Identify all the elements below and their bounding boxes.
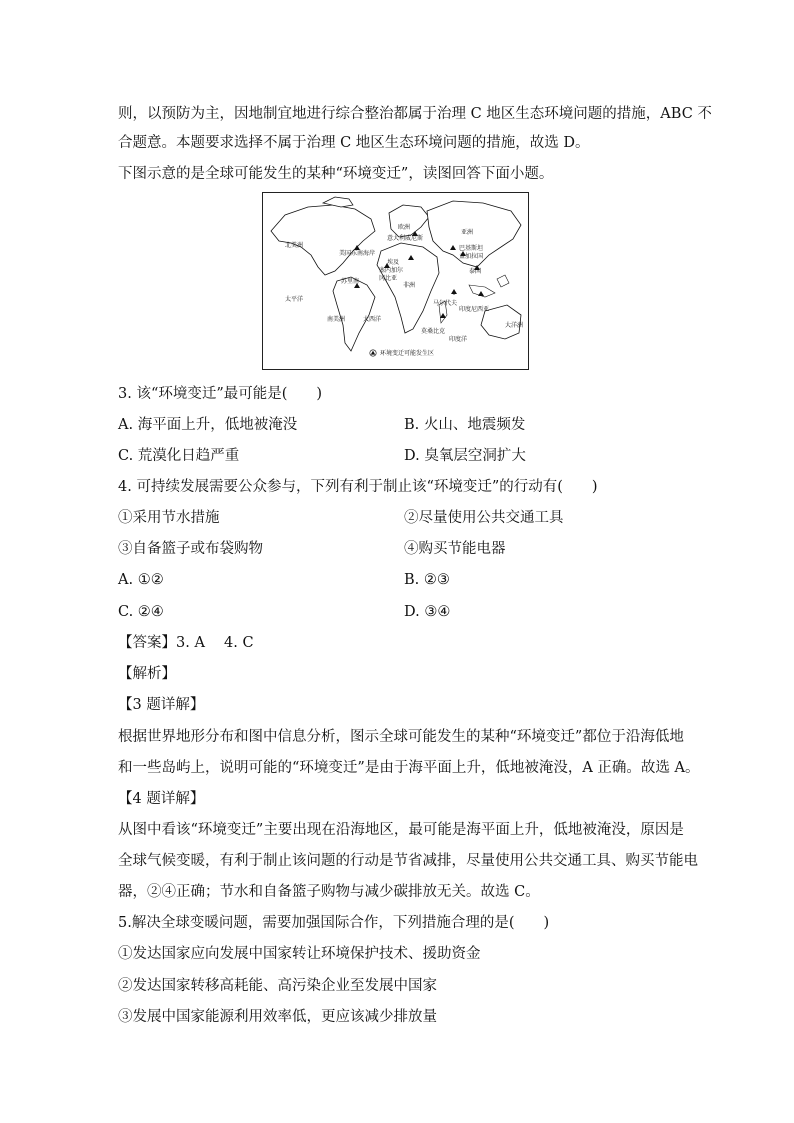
- answer-line: 【答案】3. A 4. C: [118, 635, 254, 651]
- label-us-coast: 美国东南海岸: [339, 250, 376, 257]
- label-senegal: 塞内加尔: [379, 267, 404, 274]
- q3-option-d: D. 臭氧层空洞扩大: [404, 448, 526, 464]
- q4-detail-line: 从图中看该“环境变迁”主要出现在沿海地区，最可能是海平面上升，低地被淹没，原因是: [118, 822, 684, 838]
- q4-item-4: ④购买节能电器: [404, 541, 506, 557]
- label-pakistan: 巴基斯坦: [459, 245, 484, 252]
- paragraph-line: 合题意。本题要求选择不属于治理 C 地区生态环境问题的措施，故选 D。: [118, 135, 590, 151]
- q3-option-b: B. 火山、地震频发: [404, 417, 526, 433]
- label-mozambique: 莫桑比克: [421, 328, 446, 335]
- label-asia: 亚洲: [461, 229, 474, 236]
- q3-stem: 3. 该“环境变迁”最可能是( ): [118, 386, 323, 402]
- legend-label: 环境变迁可能发生区: [380, 350, 435, 357]
- label-north-america: 北美洲: [285, 242, 304, 249]
- q4-item-3: ③自备篮子或布袋购物: [118, 541, 263, 557]
- q5-item-3: ③发展中国家能源利用效率低，更应该减少排放量: [118, 1009, 437, 1025]
- world-map: [263, 193, 528, 369]
- q4-option-d: D. ③④: [404, 604, 451, 620]
- q4-detail-heading: 【4 题详解】: [118, 791, 205, 807]
- q5-item-2: ②发达国家转移高耗能、高污染企业至发展中国家: [118, 978, 437, 994]
- label-indian-ocean: 印度洋: [449, 336, 468, 343]
- q4-item-2: ②尽量使用公共交通工具: [404, 510, 564, 526]
- q3-detail-line: 根据世界地形分布和图中信息分析，图示全球可能发生的某种“环境变迁”都位于沿海低地: [118, 729, 684, 745]
- intro-text: 下图示意的是全球可能发生的某种“环境变迁”，读图回答下面小题。: [118, 166, 554, 182]
- world-map-figure: [262, 192, 529, 370]
- q4-option-a: A. ①②: [118, 572, 164, 588]
- label-oceania: 大洋洲: [505, 322, 524, 329]
- label-egypt: 埃及: [387, 259, 400, 266]
- q4-option-b: B. ②③: [404, 572, 450, 588]
- q4-detail-line: 器，②④正确；节水和自备篮子购物与减少碳排放无关。故选 C。: [118, 884, 540, 900]
- label-bangladesh: 孟加拉国: [459, 253, 484, 260]
- label-suriname: 苏里南: [341, 278, 360, 285]
- q3-option-a: A. 海平面上升，低地被淹没: [118, 417, 298, 433]
- label-maldives: 马尔代夫: [433, 300, 458, 307]
- label-indonesia: 印度尼西亚: [459, 306, 490, 313]
- label-thailand: 泰国: [469, 268, 482, 275]
- label-gambia: 冈比亚: [379, 275, 398, 282]
- label-venice: 意大利威尼斯: [387, 235, 424, 242]
- q4-item-1: ①采用节水措施: [118, 510, 220, 526]
- label-south-america: 南美洲: [327, 316, 346, 323]
- label-africa: 非洲: [403, 282, 416, 289]
- analysis-heading: 【解析】: [118, 666, 176, 682]
- q3-detail-line: 和一些岛屿上，说明可能的“环境变迁”是由于海平面上升，低地被淹没，A 正确。故选 A。: [118, 760, 700, 776]
- label-europe: 欧洲: [398, 224, 411, 231]
- q5-stem: 5.解决全球变暖问题，需要加强国际合作，下列措施合理的是( ): [118, 915, 550, 931]
- map-legend: [370, 349, 434, 357]
- q4-option-c: C. ②④: [118, 604, 164, 620]
- q3-option-c: C. 荒漠化日趋严重: [118, 448, 240, 464]
- q5-item-1: ①发达国家应向发展中国家转让环境保护技术、援助资金: [118, 946, 481, 962]
- label-pacific: 太平洋: [285, 296, 304, 303]
- q4-stem: 4. 可持续发展需要公众参与，下列有利于制止该“环境变迁”的行动有( ): [118, 479, 598, 495]
- label-atlantic: 大西洋: [363, 316, 382, 323]
- q3-detail-heading: 【3 题详解】: [118, 697, 205, 713]
- q4-detail-line: 全球气候变暖，有利于制止该问题的行动是节省减排，尽量使用公共交通工具、购买节能电: [118, 853, 698, 869]
- paragraph-line: 则，以预防为主，因地制宜地进行综合整治都属于治理 C 地区生态环境问题的措施，ABC 不: [118, 106, 712, 122]
